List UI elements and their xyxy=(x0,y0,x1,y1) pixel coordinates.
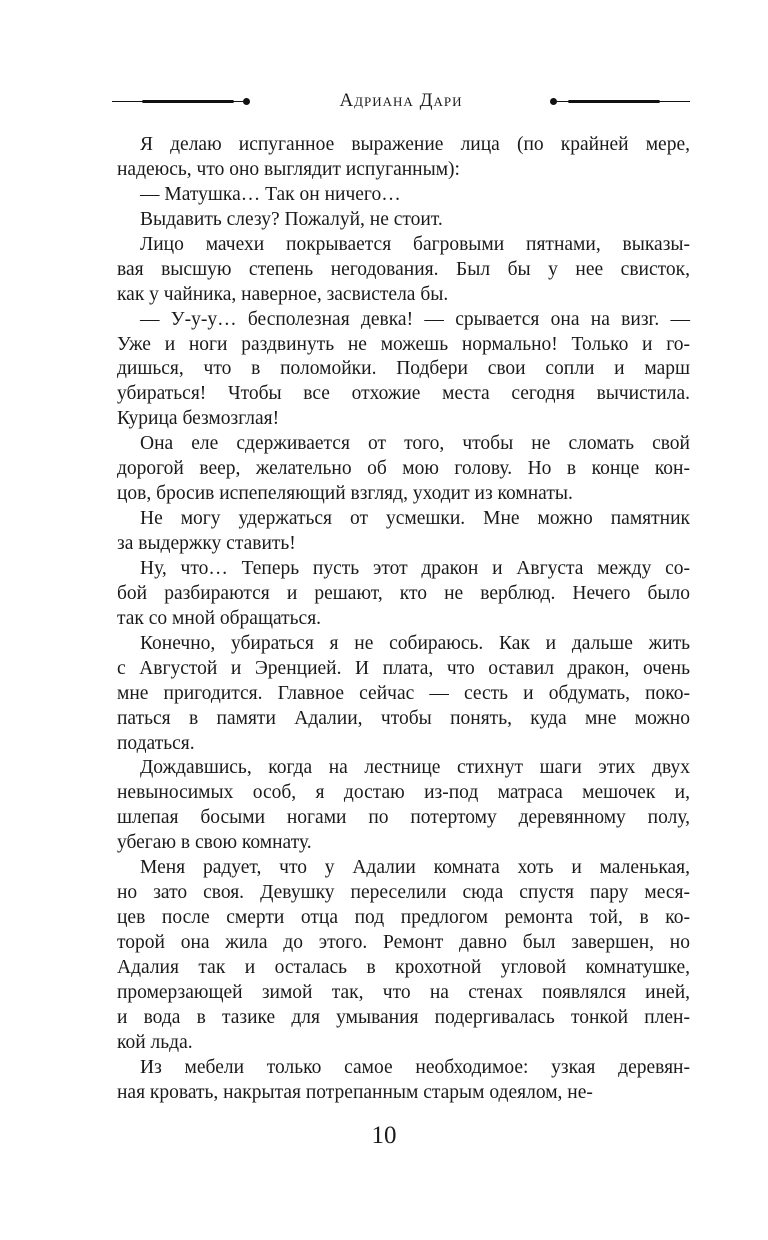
text-line: Она еле сдерживается от того, чтобы не сломать свой xyxy=(140,433,690,455)
right-ornament xyxy=(550,100,690,103)
text-line: Я делаю испуганное выражение лица (по крайней мере, xyxy=(140,134,690,155)
text-line: но зато своя. Девушку переселили сюда спустя пару меся- xyxy=(117,882,690,904)
text-line: Дождавшись, когда на лестнице стихнут шаги этих двух xyxy=(140,757,690,779)
text-line: Не могу удержаться от усмешки. Мне можно памятник xyxy=(140,508,690,530)
text-line: дишься, что в поломойки. Подбери свои сопли и марш xyxy=(117,358,690,380)
text-line: за выдержку ставить! xyxy=(117,533,296,554)
paragraph xyxy=(117,208,690,233)
paragraph xyxy=(117,133,690,183)
paragraph xyxy=(117,183,690,208)
text-line: как у чайника, наверное, засвистела бы. xyxy=(117,283,449,305)
text-line: вая высшую степень негодования. Был бы у нее свисток, xyxy=(117,258,690,280)
text-line: дорогой веер, желательно об мою голову. Но в конце кон- xyxy=(117,458,690,480)
page-number: 10 xyxy=(371,1122,397,1149)
text-line: цов, бросив испепеляющий взгляд, уходит из комнаты. xyxy=(117,483,573,505)
text-line: так со мной обращаться. xyxy=(117,607,322,629)
text-line: Конечно, убираться я не собираюсь. Как и дальше жить xyxy=(140,632,690,654)
text-line: Меня радует, что у Адалии комната хоть и маленькая, xyxy=(140,857,690,879)
text-line: кой льда. xyxy=(117,1031,193,1053)
paragraph xyxy=(117,432,690,507)
text-line: промерзающей зимой так, что на стенах появлялся иней, xyxy=(117,981,690,1003)
text-line: цев после смерти отца под предлогом ремонта той, в ко- xyxy=(117,907,690,929)
text-line: — Матушка… Так он ничего… xyxy=(140,183,401,205)
paragraph xyxy=(117,507,690,557)
text-line: и вода в тазике для умывания подергивалась тонкой плен- xyxy=(117,1006,690,1028)
paragraph xyxy=(117,233,690,308)
text-line: шлепая босыми ногами по потертому деревянному полу, xyxy=(117,807,690,829)
page-body-text xyxy=(117,133,690,1106)
text-line: паться в памяти Адалии, чтобы понять, куда мне можно xyxy=(117,707,690,729)
text-line: Адалия так и осталась в крохотной угловой комнатушке, xyxy=(117,956,690,978)
text-line: Уже и ноги раздвинуть не можешь нормально! Только и го- xyxy=(117,333,690,355)
text-line: с Августой и Эренцией. И плата, что оставил дракон, очень xyxy=(117,657,690,679)
text-line: Лицо мачехи покрывается багровыми пятнами, выказы- xyxy=(140,233,690,255)
paragraph xyxy=(117,557,690,632)
text-line: податься. xyxy=(117,732,195,754)
text-line: — У-у-у… бесполезная девка! — срывается она на визг. — xyxy=(140,308,690,330)
paragraph xyxy=(117,756,690,856)
paragraph xyxy=(117,856,690,1056)
author-name: Адриана Дари xyxy=(339,90,463,111)
paragraph xyxy=(117,308,690,433)
text-line: Выдавить слезу? Пожалуй, не стоит. xyxy=(140,208,443,230)
text-line: ная кровать, накрытая потрепанным старым одеялом, не- xyxy=(117,1081,593,1103)
text-line: торой она жила до этого. Ремонт давно был завершен, но xyxy=(117,932,690,953)
text-line: мне пригодится. Главное сейчас — сесть и обдумать, поко- xyxy=(117,682,690,704)
running-header xyxy=(112,88,690,114)
text-line: бой разбираются и решают, кто не верблюд. Нечего было xyxy=(117,582,690,604)
paragraph xyxy=(117,632,690,757)
text-line: убегаю в свою комнату. xyxy=(117,832,312,854)
text-line: надеюсь, что оно выглядит испуганным): xyxy=(117,158,460,180)
text-line: Из мебели только самое необходимое: узкая деревян- xyxy=(140,1056,690,1078)
text-line: Ну, что… Теперь пусть этот дракон и Августа между со- xyxy=(140,557,690,579)
paragraph xyxy=(117,1056,690,1106)
text-line: невыносимых особ, я достаю из-под матраса мешочек и, xyxy=(117,782,690,804)
text-line: убираться! Чтобы все отхожие места сегодня вычистила. xyxy=(117,383,690,405)
text-line: Курица безмозглая! xyxy=(117,408,280,430)
